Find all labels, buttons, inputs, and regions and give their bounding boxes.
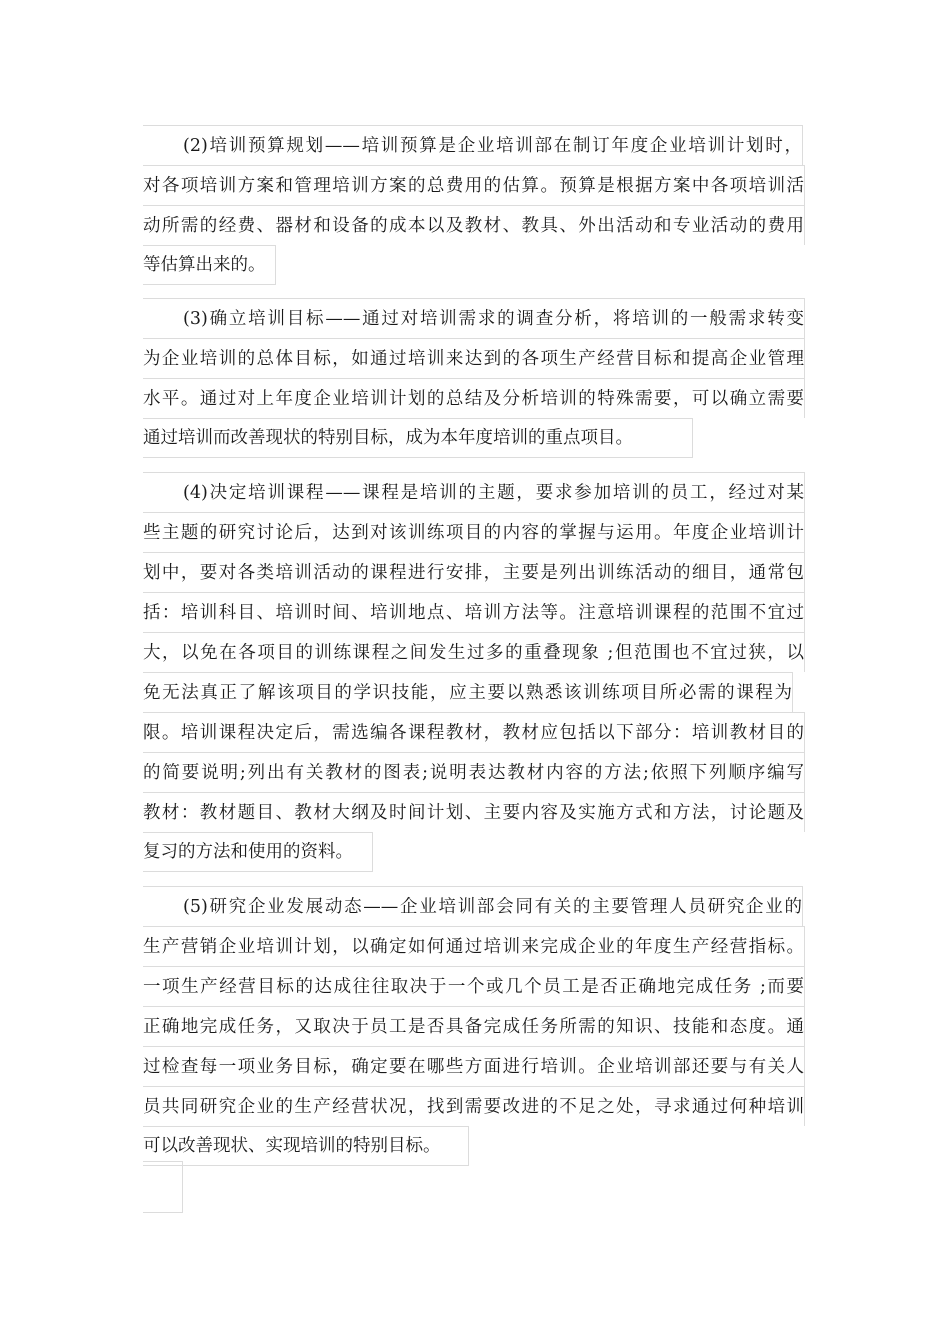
text-line: 可以改善现状、实现培训的特别目标。 <box>143 1126 469 1166</box>
text-line: 对各项培训方案和管理培训方案的总费用的估算。预算是根据方案中各项培训活 <box>143 165 805 205</box>
text-line: 限。培训课程决定后，需选编各课程教材，教材应包括以下部分：培训教材目的 <box>143 712 805 752</box>
text-line: 大，以免在各项目的训练课程之间发生过多的重叠现象 ;但范围也不宜过狭，以 <box>143 632 805 672</box>
text-line: (5)研究企业发展动态——企业培训部会同有关的主要管理人员研究企业的 <box>143 886 803 926</box>
text-line: (2)培训预算规划——培训预算是企业培训部在制订年度企业培训计划时， <box>143 125 803 165</box>
text-line: 些主题的研究讨论后，达到对该训练项目的内容的掌握与运用。年度企业培训计 <box>143 512 805 552</box>
text-line: 正确地完成任务，又取决于员工是否具备完成任务所需的知识、技能和态度。通 <box>143 1006 805 1046</box>
empty-paragraph-box <box>143 1161 183 1213</box>
text-line: 一项生产经营目标的达成往往取决于一个或几个员工是否正确地完成任务 ;而要 <box>143 966 805 1006</box>
paragraph-business-development <box>143 886 813 1166</box>
text-line: 划中，要对各类培训活动的课程进行安排，主要是列出训练活动的细目，通常包 <box>143 552 805 592</box>
text-line: 动所需的经费、器材和设备的成本以及教材、教具、外出活动和专业活动的费用 <box>143 205 805 245</box>
text-line: 括：培训科目、培训时间、培训地点、培训方法等。注意培训课程的范围不宜过 <box>143 592 805 632</box>
text-line: 为企业培训的总体目标，如通过培训来达到的各项生产经营目标和提高企业管理 <box>143 338 805 378</box>
paragraph-training-objectives <box>143 298 813 458</box>
text-line: 过检查每一项业务目标，确定要在哪些方面进行培训。企业培训部还要与有关人 <box>143 1046 805 1086</box>
text-line: 员共同研究企业的生产经营状况，找到需要改进的不足之处，寻求通过何种培训 <box>143 1086 805 1126</box>
text-line: 免无法真正了解该项目的学识技能，应主要以熟悉该训练项目所必需的课程为 <box>143 672 793 712</box>
text-line: 通过培训而改善现状的特别目标，成为本年度培训的重点项目。 <box>143 418 693 458</box>
text-line: (4)决定培训课程——课程是培训的主题，要求参加培训的员工，经过对某 <box>143 472 805 512</box>
paragraph-training-courses <box>143 472 813 872</box>
text-line: 水平。通过对上年度企业培训计划的总结及分析培训的特殊需要，可以确立需要 <box>143 378 805 418</box>
text-line: 的简要说明;列出有关教材的图表;说明表达教材内容的方法;依照下列顺序编写 <box>143 752 805 792</box>
text-line: (3)确立培训目标——通过对培训需求的调查分析，将培训的一般需求转变 <box>143 298 805 338</box>
text-line: 教材：教材题目、教材大纲及时间计划、主要内容及实施方式和方法，讨论题及 <box>143 792 805 832</box>
text-line: 生产营销企业培训计划，以确定如何通过培训来完成企业的年度生产经营指标。 <box>143 926 805 966</box>
text-line: 复习的方法和使用的资料。 <box>143 832 373 872</box>
paragraph-budget-planning <box>143 125 813 285</box>
text-line: 等估算出来的。 <box>143 245 276 285</box>
